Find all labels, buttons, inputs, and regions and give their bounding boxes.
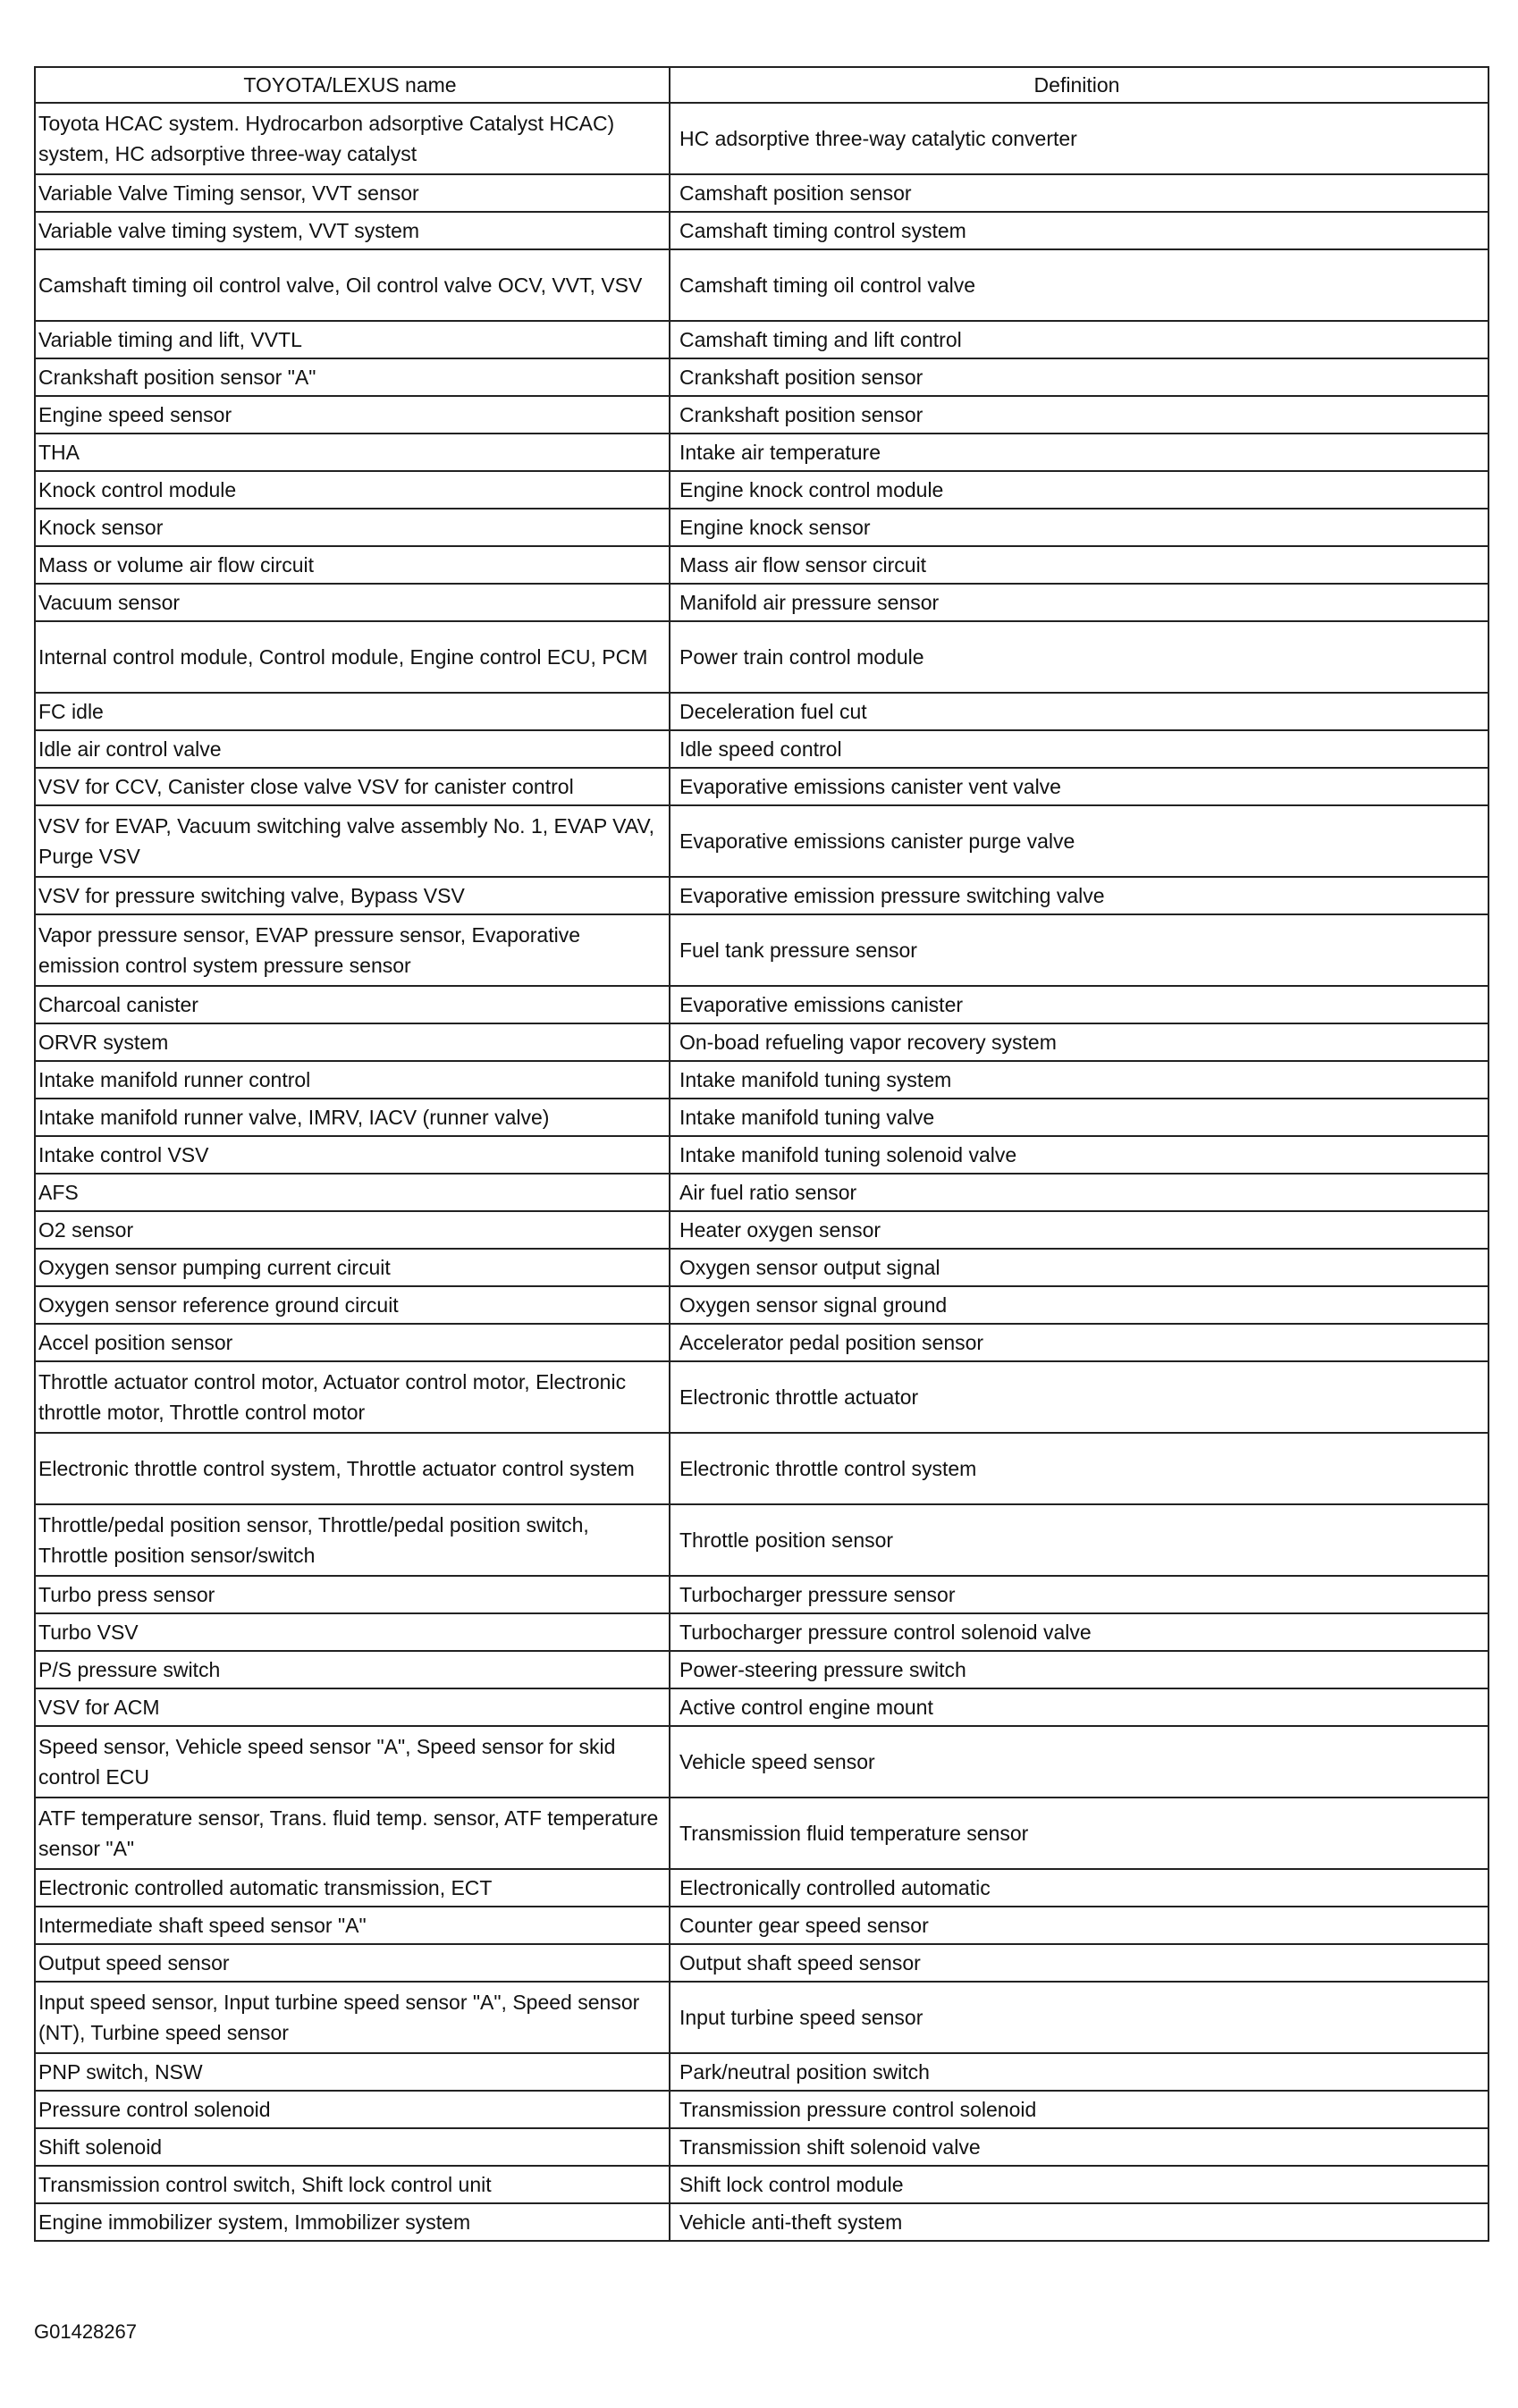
definition-cell: Camshaft position sensor — [670, 174, 1488, 212]
toyota-lexus-name-cell: Speed sensor, Vehicle speed sensor "A", Speed sensor for skid control ECU — [35, 1726, 670, 1798]
toyota-lexus-name-cell: VSV for EVAP, Vacuum switching valve assembly No. 1, EVAP VAV, Purge VSV — [35, 805, 670, 877]
toyota-lexus-name-cell: Turbo press sensor — [35, 1576, 670, 1613]
definition-cell: Park/neutral position switch — [670, 2053, 1488, 2091]
table-body — [35, 103, 1488, 2241]
table-row — [35, 693, 1488, 730]
toyota-lexus-name-cell: ATF temperature sensor, Trans. fluid temp. sensor, ATF temperature sensor "A" — [35, 1798, 670, 1869]
toyota-lexus-name-cell: Intake control VSV — [35, 1136, 670, 1174]
definition-cell: Electronically controlled automatic — [670, 1869, 1488, 1907]
table-row — [35, 1099, 1488, 1136]
table-row — [35, 1361, 1488, 1433]
table-row — [35, 1982, 1488, 2053]
definition-cell: Oxygen sensor signal ground — [670, 1286, 1488, 1324]
table-row — [35, 546, 1488, 584]
toyota-lexus-name-cell: Charcoal canister — [35, 986, 670, 1023]
definition-cell: Intake manifold tuning solenoid valve — [670, 1136, 1488, 1174]
table-row — [35, 768, 1488, 805]
definition-cell: Camshaft timing control system — [670, 212, 1488, 249]
header-toyota-lexus-name: TOYOTA/LEXUS name — [35, 67, 670, 103]
table-row — [35, 1174, 1488, 1211]
definition-cell: Mass air flow sensor circuit — [670, 546, 1488, 584]
toyota-lexus-name-cell: Accel position sensor — [35, 1324, 670, 1361]
definition-cell: Evaporative emissions canister purge valve — [670, 805, 1488, 877]
definition-cell: Shift lock control module — [670, 2166, 1488, 2203]
toyota-lexus-name-cell: Throttle actuator control motor, Actuator control motor, Electronic throttle motor, Throttle control motor — [35, 1361, 670, 1433]
table-row — [35, 396, 1488, 434]
definition-cell: Electronic throttle control system — [670, 1433, 1488, 1504]
definition-cell: Evaporative emission pressure switching valve — [670, 877, 1488, 914]
table-row — [35, 1944, 1488, 1982]
toyota-lexus-name-cell: Engine speed sensor — [35, 396, 670, 434]
table-row — [35, 621, 1488, 693]
definition-cell: Evaporative emissions canister vent valve — [670, 768, 1488, 805]
table-row — [35, 2053, 1488, 2091]
table-row — [35, 509, 1488, 546]
definition-cell: Idle speed control — [670, 730, 1488, 768]
toyota-lexus-name-cell: Idle air control valve — [35, 730, 670, 768]
definition-cell: Accelerator pedal position sensor — [670, 1324, 1488, 1361]
toyota-lexus-name-cell: Crankshaft position sensor "A" — [35, 358, 670, 396]
definition-cell: Transmission pressure control solenoid — [670, 2091, 1488, 2128]
toyota-lexus-name-cell: Intermediate shaft speed sensor "A" — [35, 1907, 670, 1944]
table-row — [35, 2128, 1488, 2166]
table-row — [35, 2203, 1488, 2241]
table-row — [35, 914, 1488, 986]
definition-cell: Power train control module — [670, 621, 1488, 693]
definition-cell: Electronic throttle actuator — [670, 1361, 1488, 1433]
definition-cell: Turbocharger pressure control solenoid valve — [670, 1613, 1488, 1651]
definition-cell: Oxygen sensor output signal — [670, 1249, 1488, 1286]
terminology-table — [34, 66, 1489, 2242]
definition-cell: Intake manifold tuning valve — [670, 1099, 1488, 1136]
table-row — [35, 1061, 1488, 1099]
table-row — [35, 358, 1488, 396]
toyota-lexus-name-cell: Engine immobilizer system, Immobilizer system — [35, 2203, 670, 2241]
table-row — [35, 1211, 1488, 1249]
table-row — [35, 434, 1488, 471]
table-row — [35, 1869, 1488, 1907]
toyota-lexus-name-cell: Knock sensor — [35, 509, 670, 546]
definition-cell: Engine knock control module — [670, 471, 1488, 509]
table-row — [35, 1576, 1488, 1613]
toyota-lexus-name-cell: ORVR system — [35, 1023, 670, 1061]
table-row — [35, 1023, 1488, 1061]
table-row — [35, 1249, 1488, 1286]
definition-cell: Counter gear speed sensor — [670, 1907, 1488, 1944]
toyota-lexus-name-cell: Throttle/pedal position sensor, Throttle/pedal position switch, Throttle position sensor/switch — [35, 1504, 670, 1576]
toyota-lexus-name-cell: Oxygen sensor reference ground circuit — [35, 1286, 670, 1324]
toyota-lexus-name-cell: VSV for ACM — [35, 1688, 670, 1726]
definition-cell: Crankshaft position sensor — [670, 358, 1488, 396]
table-row — [35, 249, 1488, 321]
table-row — [35, 103, 1488, 174]
definition-cell: Output shaft speed sensor — [670, 1944, 1488, 1982]
definition-cell: Evaporative emissions canister — [670, 986, 1488, 1023]
table-row — [35, 805, 1488, 877]
table-row — [35, 986, 1488, 1023]
header-definition: Definition — [670, 67, 1488, 103]
table-row — [35, 1726, 1488, 1798]
toyota-lexus-name-cell: Variable valve timing system, VVT system — [35, 212, 670, 249]
table-row — [35, 1286, 1488, 1324]
definition-cell: Vehicle anti-theft system — [670, 2203, 1488, 2241]
table-header-row — [35, 67, 1488, 103]
table-row — [35, 1613, 1488, 1651]
table-row — [35, 1136, 1488, 1174]
toyota-lexus-name-cell: Input speed sensor, Input turbine speed sensor "A", Speed sensor (NT), Turbine speed sensor — [35, 1982, 670, 2053]
toyota-lexus-name-cell: P/S pressure switch — [35, 1651, 670, 1688]
definition-cell: Transmission shift solenoid valve — [670, 2128, 1488, 2166]
toyota-lexus-name-cell: Toyota HCAC system. Hydrocarbon adsorptive Catalyst HCAC) system, HC adsorptive three-way catalyst — [35, 103, 670, 174]
table-row — [35, 1907, 1488, 1944]
toyota-lexus-name-cell: VSV for CCV, Canister close valve VSV for canister control — [35, 768, 670, 805]
definition-cell: HC adsorptive three-way catalytic converter — [670, 103, 1488, 174]
definition-cell: Camshaft timing oil control valve — [670, 249, 1488, 321]
toyota-lexus-name-cell: Internal control module, Control module, Engine control ECU, PCM — [35, 621, 670, 693]
toyota-lexus-name-cell: Mass or volume air flow circuit — [35, 546, 670, 584]
toyota-lexus-name-cell: Electronic throttle control system, Throttle actuator control system — [35, 1433, 670, 1504]
table-row — [35, 584, 1488, 621]
definition-cell: Transmission fluid temperature sensor — [670, 1798, 1488, 1869]
toyota-lexus-name-cell: Electronic controlled automatic transmission, ECT — [35, 1869, 670, 1907]
toyota-lexus-name-cell: FC idle — [35, 693, 670, 730]
toyota-lexus-name-cell: Pressure control solenoid — [35, 2091, 670, 2128]
table-row — [35, 471, 1488, 509]
definition-cell: Input turbine speed sensor — [670, 1982, 1488, 2053]
toyota-lexus-name-cell: PNP switch, NSW — [35, 2053, 670, 2091]
definition-cell: Camshaft timing and lift control — [670, 321, 1488, 358]
toyota-lexus-name-cell: Intake manifold runner valve, IMRV, IACV (runner valve) — [35, 1099, 670, 1136]
figure-id: G01428267 — [34, 2320, 137, 2343]
definition-cell: Engine knock sensor — [670, 509, 1488, 546]
toyota-lexus-name-cell: Camshaft timing oil control valve, Oil control valve OCV, VVT, VSV — [35, 249, 670, 321]
definition-cell: Air fuel ratio sensor — [670, 1174, 1488, 1211]
table-row — [35, 730, 1488, 768]
table-row — [35, 877, 1488, 914]
definition-cell: Fuel tank pressure sensor — [670, 914, 1488, 986]
table-row — [35, 174, 1488, 212]
definition-cell: Intake manifold tuning system — [670, 1061, 1488, 1099]
table-row — [35, 1433, 1488, 1504]
toyota-lexus-name-cell: AFS — [35, 1174, 670, 1211]
definition-cell: Active control engine mount — [670, 1688, 1488, 1726]
table-row — [35, 1324, 1488, 1361]
definition-cell: Power-steering pressure switch — [670, 1651, 1488, 1688]
definition-cell: Crankshaft position sensor — [670, 396, 1488, 434]
definition-cell: Intake air temperature — [670, 434, 1488, 471]
table-row — [35, 321, 1488, 358]
table-row — [35, 1798, 1488, 1869]
toyota-lexus-name-cell: Intake manifold runner control — [35, 1061, 670, 1099]
toyota-lexus-name-cell: Output speed sensor — [35, 1944, 670, 1982]
table-row — [35, 1688, 1488, 1726]
toyota-lexus-name-cell: Shift solenoid — [35, 2128, 670, 2166]
toyota-lexus-name-cell: Vacuum sensor — [35, 584, 670, 621]
toyota-lexus-name-cell: THA — [35, 434, 670, 471]
toyota-lexus-name-cell: Variable Valve Timing sensor, VVT sensor — [35, 174, 670, 212]
toyota-lexus-name-cell: Vapor pressure sensor, EVAP pressure sensor, Evaporative emission control system pressure sensor — [35, 914, 670, 986]
definition-cell: Manifold air pressure sensor — [670, 584, 1488, 621]
toyota-lexus-name-cell: O2 sensor — [35, 1211, 670, 1249]
table-row — [35, 1504, 1488, 1576]
definition-cell: Throttle position sensor — [670, 1504, 1488, 1576]
definition-cell: On-boad refueling vapor recovery system — [670, 1023, 1488, 1061]
table-row — [35, 212, 1488, 249]
toyota-lexus-name-cell: VSV for pressure switching valve, Bypass VSV — [35, 877, 670, 914]
definition-cell: Vehicle speed sensor — [670, 1726, 1488, 1798]
table-row — [35, 2166, 1488, 2203]
toyota-lexus-name-cell: Oxygen sensor pumping current circuit — [35, 1249, 670, 1286]
table-row — [35, 2091, 1488, 2128]
toyota-lexus-name-cell: Turbo VSV — [35, 1613, 670, 1651]
toyota-lexus-name-cell: Variable timing and lift, VVTL — [35, 321, 670, 358]
definition-cell: Turbocharger pressure sensor — [670, 1576, 1488, 1613]
toyota-lexus-name-cell: Knock control module — [35, 471, 670, 509]
toyota-lexus-name-cell: Transmission control switch, Shift lock control unit — [35, 2166, 670, 2203]
definition-cell: Heater oxygen sensor — [670, 1211, 1488, 1249]
definition-cell: Deceleration fuel cut — [670, 693, 1488, 730]
table-row — [35, 1651, 1488, 1688]
